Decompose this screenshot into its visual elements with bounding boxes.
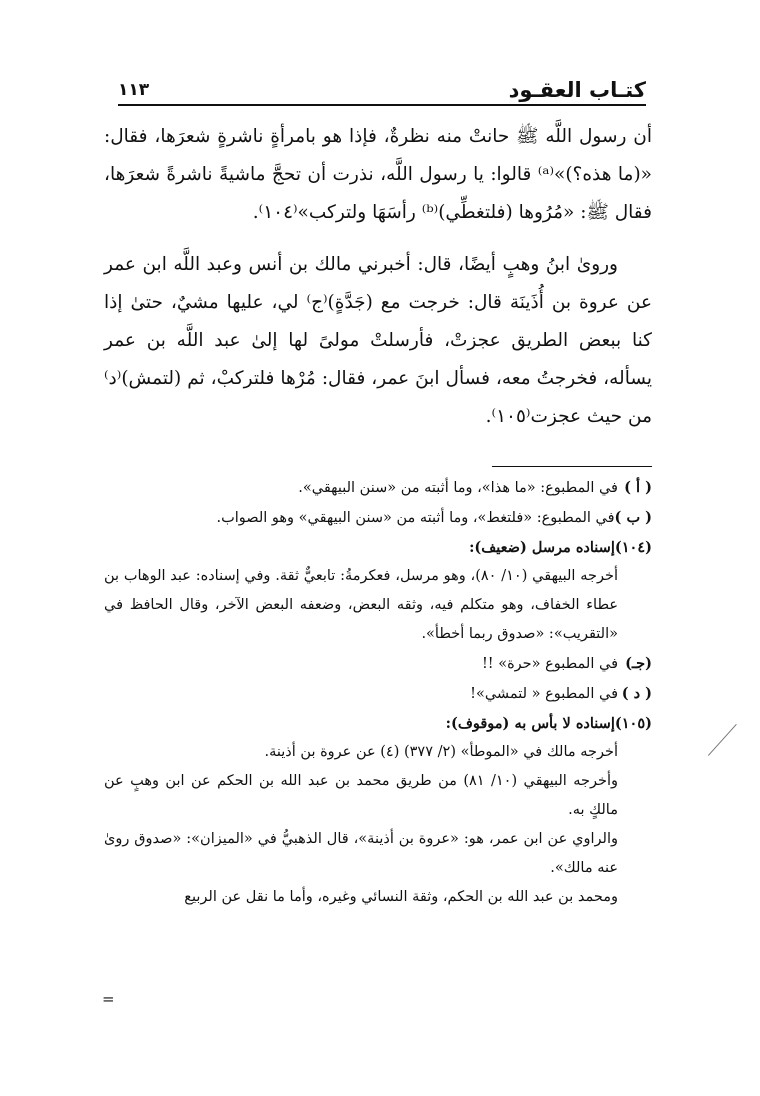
footnotes — [104, 473, 652, 912]
scan-mark — [708, 724, 737, 756]
footnote-mark: ( د ) — [621, 685, 652, 702]
footnote-text: في المطبوع: «ما هذا»، وما أثبته من «سنن البيهقي». — [298, 480, 618, 496]
main-paragraph: وروىٰ ابنُ وهبٍ أيضًا، قال: أخبرني مالك بن أنس وعبد اللَّه ابن عمر عن عروة بن أُذَينَة قال: خرجت مع (جَدَّةٍ)⁽ج⁾ لي، عليها مشيٌ، حتىٰ إذا كنا ببعض الطريق عجزتْ، فأرسلتْ مولىً لها إلىٰ عبد اللَّه بن عمر يسأله، فخرجتُ معه، فسأل ابنَ عمر، فقال: مُرْها فلتركبْ، ثم (لتمش)⁽د⁾ من حيث عجزت⁽١٠٥⁾. — [104, 254, 652, 427]
footnote — [104, 679, 652, 709]
footnote-text: في المطبوع «حرة» !! — [481, 656, 618, 672]
footnote-body: ومحمد بن عبد الله بن الحكم، وثقة النسائي وغيره، وأما ما نقل عن الربيع — [184, 889, 618, 905]
footnote-text: في المطبوع: «فلتغط»، وما أثبته من «سنن البيهقي» وهو الصواب. — [216, 510, 615, 526]
footnote-body: أخرجه البيهقي (١٠/ ٨٠)، وهو مرسل، فعكرمةُ: تابعيٌّ ثقة. وفي إسناده: عبد الوهاب بن عطاء الخفاف، وهو متكلم فيه، وثقه البعض، وضعفه البعض الآخر، وقال الحافظ في «التقريب»: «صدوق ربما أخطأ». — [104, 568, 618, 642]
footnote — [104, 473, 652, 503]
footnote-text: إسناده لا بأس به (موقوف): — [445, 715, 615, 732]
footnote-mark: ( ب ) — [614, 509, 652, 526]
footnote-heading — [104, 533, 652, 562]
main-text — [104, 118, 652, 436]
continuation-mark: = — [102, 990, 115, 1008]
footnote — [104, 503, 652, 533]
footnote-mark: (١٠٥) — [614, 715, 652, 732]
footnote-text: في المطبوع « لتمشي»! — [470, 686, 618, 702]
footnote — [104, 649, 652, 679]
footnote-mark: ( أ ) — [624, 479, 652, 496]
footnote-body: والراوي عن ابن عمر، هو: «عروة بن أذينة»، قال الذهبيُّ في «الميزان»: «صدوق روىٰ عنه مالك». — [104, 831, 618, 876]
page-number: ١١٣ — [118, 80, 150, 100]
footnote-text: إسناده مرسل (ضعيف): — [469, 539, 615, 556]
page-header — [118, 72, 646, 102]
footnote-body: أخرجه مالك في «الموطأ» (٢/ ٣٧٧) (٤) عن عروة بن أذينة. — [264, 744, 618, 760]
running-title: كتـاب العقـود — [508, 78, 646, 102]
footnote-mark: (١٠٤) — [614, 539, 652, 556]
footnote-body: وأخرجه البيهقي (١٠/ ٨١) من طريق محمد بن عبد الله بن الحكم عن ابن وهبٍ عن مالكٍ به. — [104, 773, 618, 818]
footnote-mark: (جـ) — [625, 655, 652, 672]
header-rule — [118, 104, 646, 106]
footnote-separator — [492, 466, 652, 467]
main-paragraph: أن رسول اللَّه ﷺ حانتْ منه نظرةٌ، فإذا هو بامرأةٍ ناشرةٍ شعرَها، فقال: «(ما هذه؟)»⁽ᵃ⁾ قالوا: يا رسول اللَّه، نذرت أن تحجَّ ماشيةً ناشرةً شعرَها، فقال ﷺ: «مُرُوها (فلتغطِّي)⁽ᵇ⁾ رأسَهَا ولتركب»⁽١٠٤⁾. — [104, 126, 652, 223]
footnote-heading — [104, 709, 652, 738]
